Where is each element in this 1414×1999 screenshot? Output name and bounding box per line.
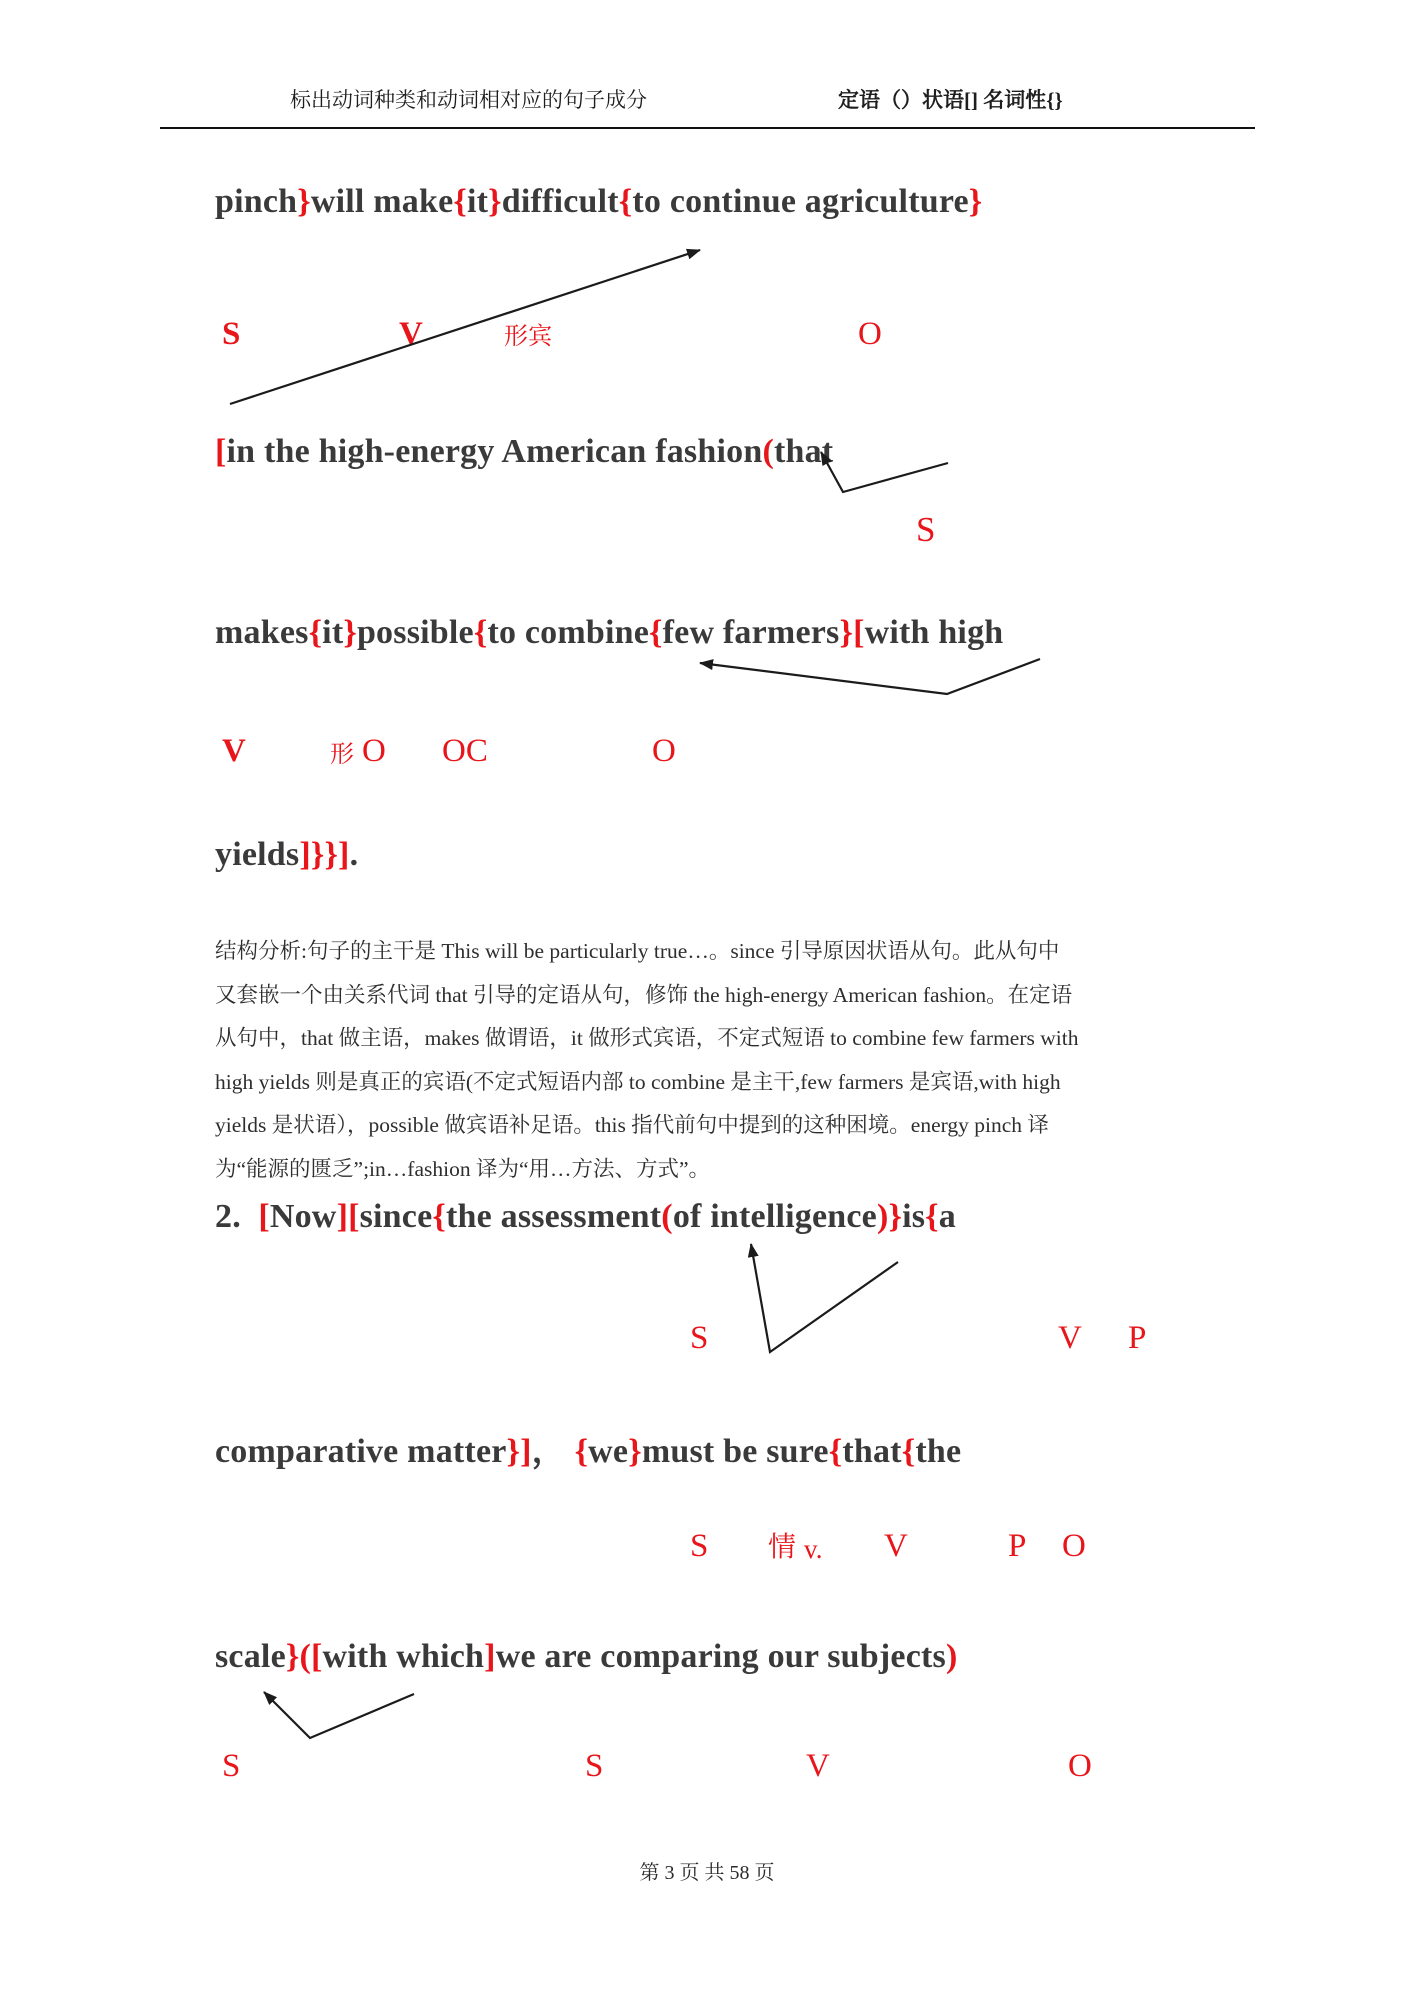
arrow-subject-to-scale [264, 1692, 414, 1738]
label-object: O [362, 733, 386, 769]
arrow-object-to-combine [700, 659, 1040, 694]
label-subject: S [585, 1748, 604, 1784]
page-number-footer: 第 3 页 共 58 页 [639, 1862, 775, 1884]
sentence2-line3: scale}([with which]we are comparing our subjects) [215, 1638, 958, 1675]
label-clause-subject: S [916, 510, 936, 549]
sentence2-line1: 2. [Now][since{the assessment(of intelligence)}is{a [215, 1198, 956, 1235]
label-verb: V [806, 1748, 830, 1784]
header-left-title: 标出动词种类和动词相对应的句子成分 [290, 88, 647, 112]
arrow-subject-to-fashion [821, 452, 948, 492]
label-verb: V [1058, 1320, 1082, 1356]
label-subject: S [690, 1320, 709, 1356]
sentence1-line4: yields]}}]. [215, 836, 359, 873]
sentence1-line3: makes{it}possible{to combine{few farmers}[with high [215, 614, 1004, 651]
label-object-complement: OC [442, 733, 488, 769]
sentence1-line2: [in the high-energy American fashion(that [215, 433, 834, 470]
label-modal: 情 [768, 1532, 797, 1563]
label-predicative: P [1128, 1320, 1147, 1356]
sentence2-labels-row3 [0, 1750, 1414, 1796]
header-rule [160, 127, 1255, 129]
label-verb: V [222, 733, 246, 769]
analysis-line: yields 是状语），possible 做宾语补足语。this 指代前句中提到的这种困境。energy pinch 译 [215, 1113, 1049, 1137]
sentence2-labels-row2 [0, 1530, 1414, 1576]
analysis-line: 结构分析:句子的主干是 This will be particularly true…。since 引导原因状语从句。此从句中 [215, 939, 1060, 963]
label-object: O [858, 316, 882, 352]
label-subject: S [690, 1528, 709, 1564]
label-formal-object: 形宾 [504, 324, 552, 350]
analysis-line: 从句中，that 做主语，makes 做谓语，it 做形式宾语，不定式短语 to combine few farmers with [215, 1026, 1079, 1050]
label-object: O [1062, 1528, 1086, 1564]
sentence1-labels-row2 [0, 735, 1414, 781]
sentence1-line1: pinch}will make{it}difficult{to continue agriculture} [215, 183, 983, 220]
sentence1-labels-row1 [0, 318, 1414, 364]
header-right-legend: 定语（）状语[] 名词性{} [838, 88, 1063, 112]
structure-analysis-paragraph [215, 930, 1260, 1191]
label-subject: S [222, 316, 241, 352]
label-object: O [1068, 1748, 1092, 1784]
label-verb: V [884, 1528, 908, 1564]
analysis-line: high yields 则是真正的宾语(不定式短语内部 to combine 是主干,few farmers 是宾语,with high [215, 1069, 1061, 1094]
analysis-line: 为“能源的匮乏”;in…fashion 译为“用…方法、方式”。 [215, 1156, 711, 1181]
sentence2-line2: comparative matter}]， {we}must be sure{that{the [215, 1433, 962, 1470]
sentence2-labels-row1 [0, 1322, 1414, 1368]
label-subject: S [222, 1748, 241, 1784]
label-object: O [652, 733, 676, 769]
label-predicative: P [1008, 1528, 1027, 1564]
analysis-line: 又套嵌一个由关系代词 that 引导的定语从句，修饰 the high-energy American fashion。在定语 [215, 982, 1073, 1007]
label-adjective: 形 [330, 742, 354, 768]
label-verb: V [399, 316, 423, 352]
label-modal-verb: v. [804, 1534, 823, 1564]
